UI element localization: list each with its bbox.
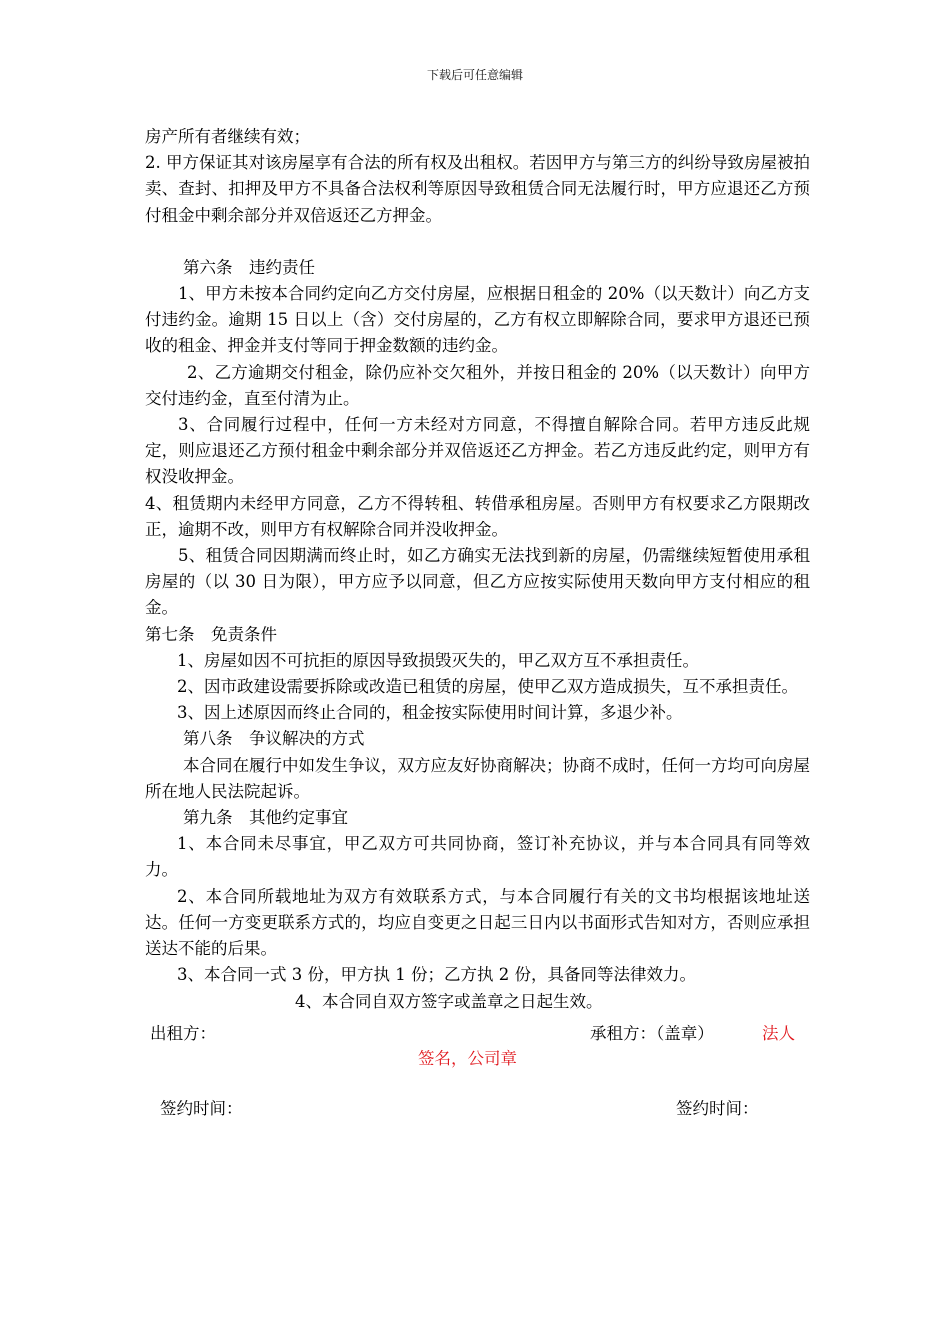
blank-line [145,229,810,255]
section-heading: 第八条 争议解决的方式 [183,729,365,749]
paragraph: 4、本合同自双方签字或盖章之日起生效。 [295,991,603,1011]
section-heading: 第九条 其他约定事宜 [183,808,348,828]
sign-date-right: 签约时间： [676,1099,759,1118]
contract-body [145,124,810,1015]
lessee-note-legal-person: 法人 [762,1024,795,1043]
paragraph: 房产所有者继续有效； [145,127,310,146]
paragraph: 4、租赁期内未经甲方同意，乙方不得转租、转借承租房屋。否则甲方有权要求乙方限期改正，逾期不改，则甲方有权解除合同并没收押金。 [145,493,810,539]
paragraph: 1、本合同未尽事宜，甲乙双方可共同协商，签订补充协议，并与本合同具有同等效力。 [145,834,810,880]
paragraph: 2、乙方逾期交付租金，除仍应补交欠租外，并按日租金的 20%（以天数计）向甲方交付违约金，直至付清为止。 [145,362,810,408]
lessee-note-signature-seal: 签名，公司章 [418,1049,517,1068]
lessee-label: 承租方：（盖章） [590,1024,714,1043]
paragraph: 1、甲方未按本合同约定向乙方交付房屋，应根据日租金的 20%（以天数计）向乙方支付违约金。逾期 15 日以上（含）交付房屋的，乙方有权立即解除合同，要求甲方退还已预收的租金、押金并支付等同于押金数额的违约金。 [145,284,810,356]
paragraph: 2. 甲方保证其对该房屋享有合法的所有权及出租权。若因甲方与第三方的纠纷导致房屋被拍卖、查封、扣押及甲方不具备合法权利等原因导致租赁合同无法履行时，甲方应退还乙方预付租金中剩余部分并双倍返还乙方押金。 [145,153,810,225]
paragraph: 5、租赁合同因期满而终止时，如乙方确实无法找到新的房屋，仍需继续短暂使用承租房屋的（以 30 日为限），甲方应予以同意，但乙方应按实际使用天数向甲方支付相应的租金。 [145,546,810,618]
section-heading: 第七条 免责条件 [145,624,277,644]
paragraph: 1、房屋如因不可抗拒的原因导致损毁灭失的，甲乙双方互不承担责任。 [177,650,699,670]
paragraph: 3、本合同一式 3 份，甲方执 1 份；乙方执 2 份，具备同等法律效力。 [177,965,696,985]
paragraph: 2、本合同所载地址为双方有效联系方式，与本合同履行有关的文书均根据该地址送达。任何一方变更联系方式的，均应自变更之日起三日内以书面形式告知对方，否则应承担送达不能的后果。 [145,886,810,959]
section-heading: 第六条 违约责任 [183,257,315,277]
paragraph: 3、因上述原因而终止合同的，租金按实际使用时间计算，多退少补。 [177,703,683,723]
page-header: 下载后可任意编辑 [426,68,523,82]
lessor-label: 出租方： [150,1024,216,1043]
paragraph: 3、合同履行过程中，任何一方未经对方同意，不得擅自解除合同。若甲方违反此规定，则应退还乙方预付租金中剩余部分并双倍返还乙方押金。若乙方违反此约定，则甲方有权没收押金。 [145,415,810,487]
sign-date-left: 签约时间： [160,1099,243,1118]
paragraph: 2、因市政建设需要拆除或改造已租赁的房屋，使甲乙双方造成损失，互不承担责任。 [177,677,798,697]
paragraph: 本合同在履行中如发生争议，双方应友好协商解决；协商不成时，任何一方均可向房屋所在地人民法院起诉。 [145,755,810,801]
